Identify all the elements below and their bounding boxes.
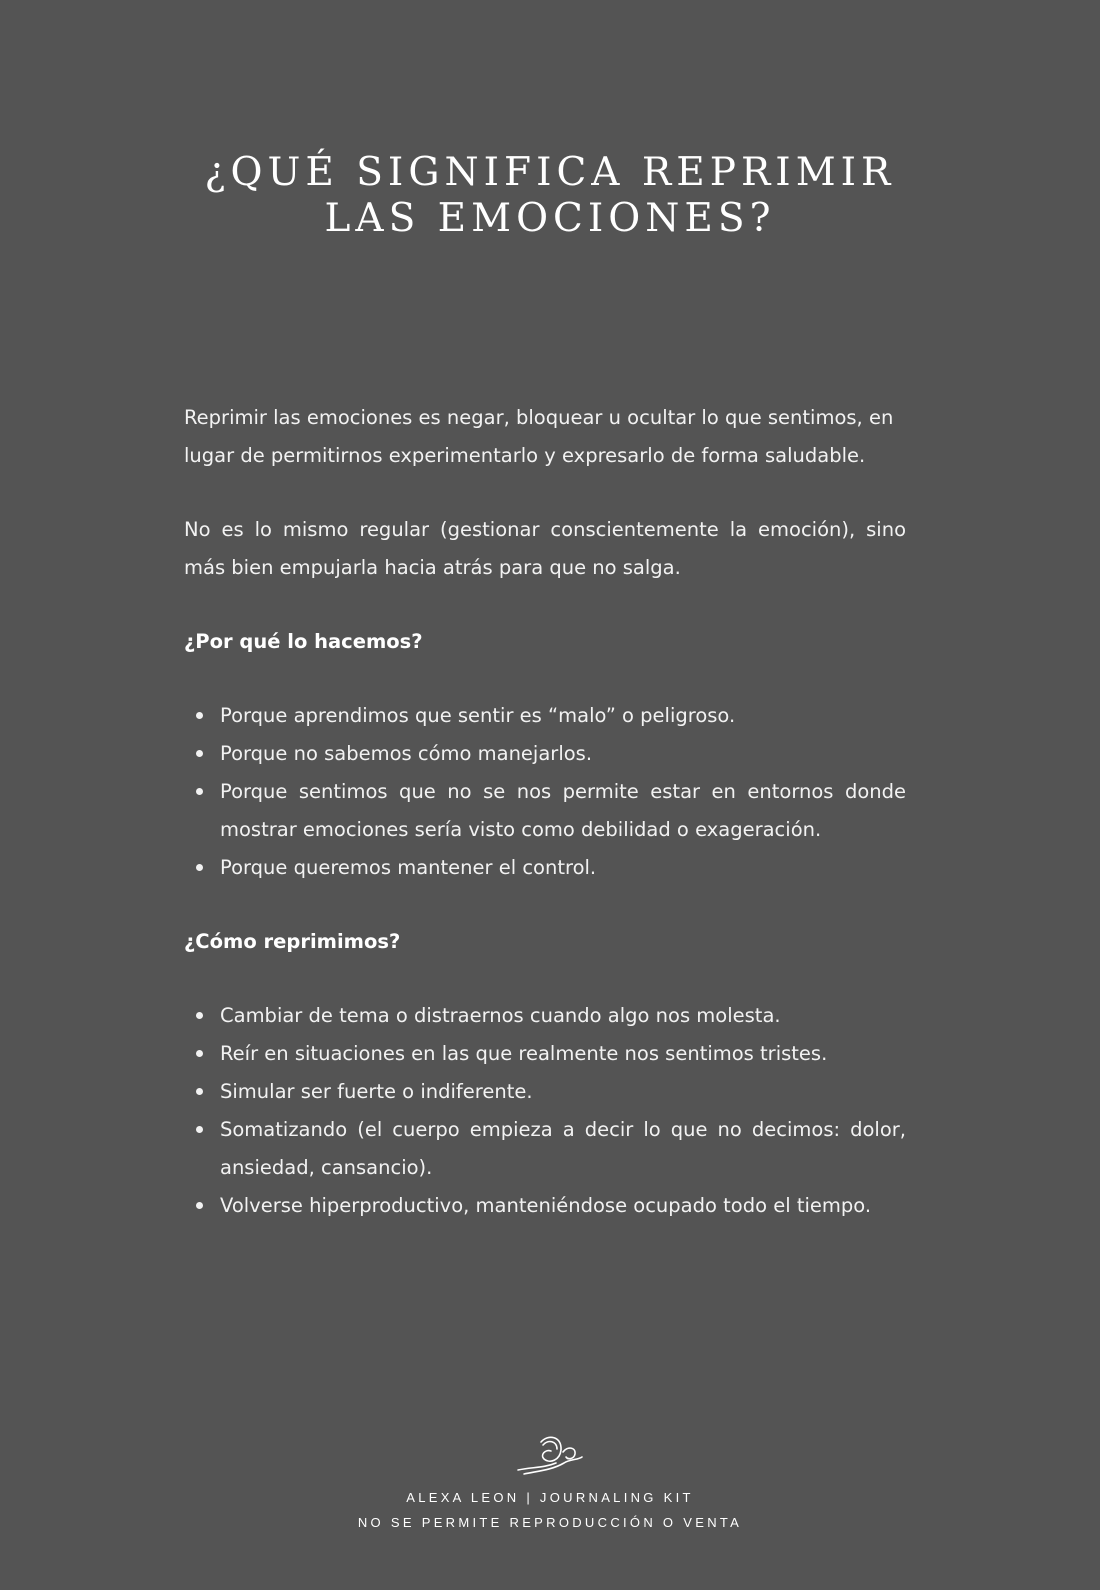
list-item xyxy=(184,1111,906,1187)
footer xyxy=(0,1430,1100,1530)
list-item xyxy=(184,849,906,887)
list-item xyxy=(184,1035,906,1073)
bullet-icon xyxy=(196,750,203,757)
list-item-text: Porque aprendimos que sentir es “malo” o peligroso. xyxy=(220,704,736,727)
bullet-icon xyxy=(196,1126,203,1133)
bullet-icon xyxy=(196,864,203,871)
list-item-text: Cambiar de tema o distraernos cuando algo nos molesta. xyxy=(220,1004,781,1027)
list-item-text: Porque queremos mantener el control. xyxy=(220,856,597,879)
list-item xyxy=(184,697,906,735)
bullet-icon xyxy=(196,1050,203,1057)
wave-logo-icon xyxy=(510,1430,590,1480)
list-item-text: Porque sentimos que no se nos permite estar en entornos donde mostrar emociones sería visto como debilidad o exageración. xyxy=(220,780,906,841)
section-heading-why: ¿Por qué lo hacemos? xyxy=(184,630,423,653)
why-list xyxy=(184,697,906,887)
list-item xyxy=(184,997,906,1035)
list-item xyxy=(184,1187,906,1225)
section-heading-how: ¿Cómo reprimimos? xyxy=(184,930,401,953)
how-list xyxy=(184,997,906,1225)
footer-credit: ALEXA LEON | JOURNALING KIT xyxy=(406,1490,694,1505)
bullet-icon xyxy=(196,712,203,719)
list-item-text: Somatizando (el cuerpo empieza a decir lo que no decimos: dolor, ansiedad, cansancio). xyxy=(220,1118,906,1179)
list-item xyxy=(184,1073,906,1111)
bullet-icon xyxy=(196,1202,203,1209)
list-item xyxy=(184,735,906,773)
list-item xyxy=(184,773,906,849)
list-item-text: Reír en situaciones en las que realmente nos sentimos tristes. xyxy=(220,1042,828,1065)
bullet-icon xyxy=(196,788,203,795)
footer-notice: NO SE PERMITE REPRODUCCIÓN O VENTA xyxy=(357,1515,743,1530)
document-body xyxy=(184,399,906,1225)
clarification-paragraph: No es lo mismo regular (gestionar conscientemente la emoción), sino más bien empujarla hacia atrás para que no salga. xyxy=(184,518,906,579)
list-item-text: Porque no sabemos cómo manejarlos. xyxy=(220,742,593,765)
bullet-icon xyxy=(196,1088,203,1095)
list-item-text: Simular ser fuerte o indiferente. xyxy=(220,1080,533,1103)
page-title: ¿QUÉ SIGNIFICA REPRIMIR LAS EMOCIONES? xyxy=(204,150,896,241)
intro-paragraph: Reprimir las emociones es negar, bloquear u ocultar lo que sentimos, en lugar de permitirnos experimentarlo y expresarlo de forma saludable. xyxy=(184,406,894,467)
list-item-text: Volverse hiperproductivo, manteniéndose ocupado todo el tiempo. xyxy=(220,1194,872,1217)
bullet-icon xyxy=(196,1012,203,1019)
